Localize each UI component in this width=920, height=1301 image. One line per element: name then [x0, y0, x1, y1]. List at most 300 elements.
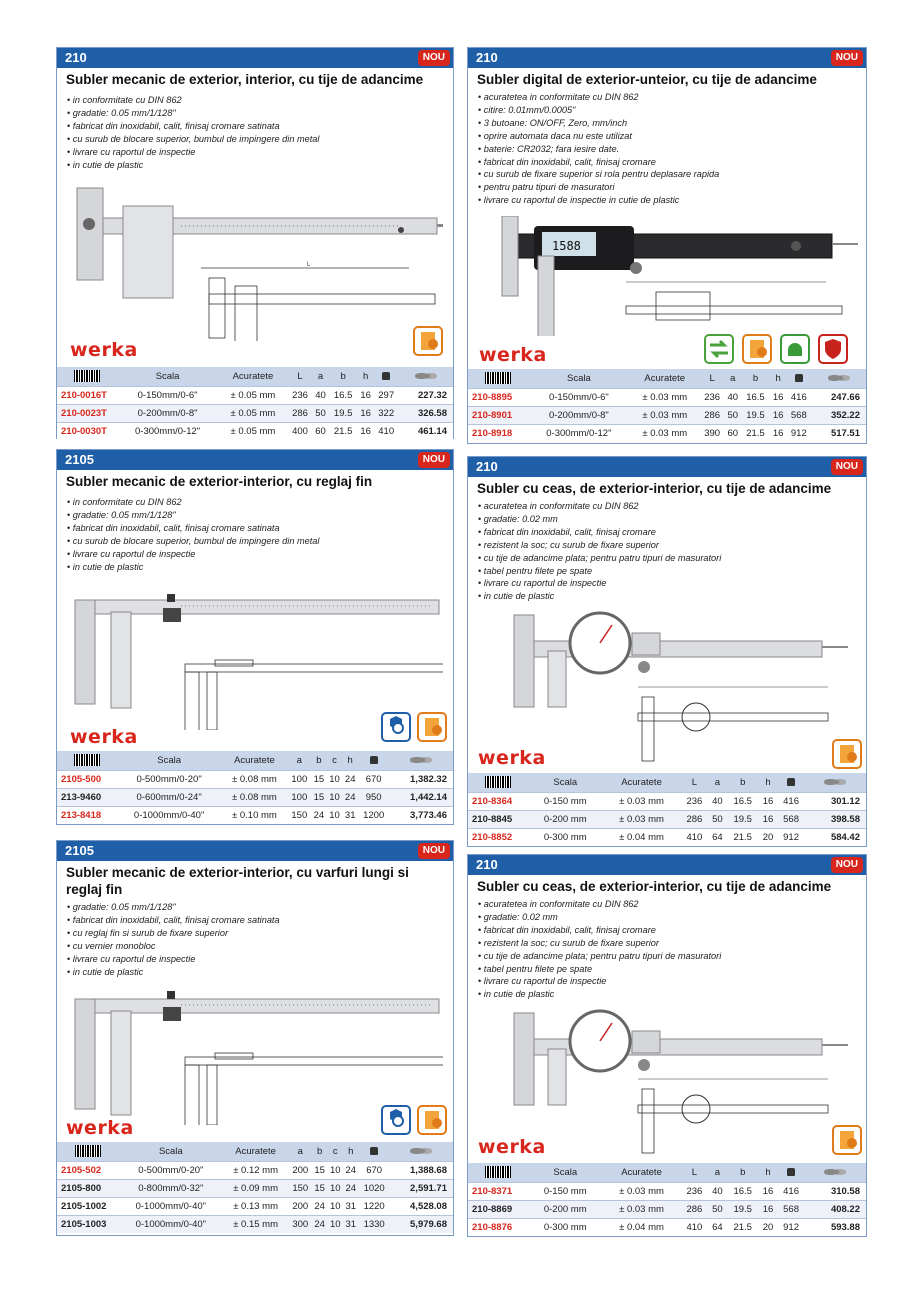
table-row: [57, 386, 453, 404]
table-cell: 19.5: [727, 810, 759, 828]
column-header: h: [759, 773, 777, 792]
new-badge: NOU: [831, 857, 863, 873]
feature-list: [468, 497, 866, 603]
table-cell: 410: [681, 1218, 709, 1236]
table-cell: 10: [327, 770, 343, 788]
inspection-certificate-icon: [417, 712, 447, 742]
table-row: [468, 424, 866, 442]
product-code: 2105-1003: [57, 1215, 119, 1233]
table-row: [57, 770, 453, 788]
column-header: h: [342, 751, 358, 770]
table-row: [468, 406, 866, 424]
table-cell: 16.5: [727, 1182, 759, 1200]
table-cell: 10: [327, 806, 343, 824]
werka-logo: werka: [478, 1136, 546, 1158]
table-cell: 16: [770, 406, 787, 424]
barcode-icon: [485, 776, 511, 788]
feature-item: • livrare cu raportul de inspectie: [67, 548, 443, 561]
table-cell: 0-1000mm/0-40": [119, 1197, 223, 1215]
table-cell: 416: [777, 1182, 805, 1200]
new-badge: NOU: [418, 452, 450, 468]
column-header: Acuratete: [218, 367, 288, 386]
table-cell: 0-200 mm: [528, 1200, 603, 1218]
table-cell: 0-1000mm/0-40": [119, 1215, 223, 1233]
table-cell: ± 0.03 mm: [603, 1182, 681, 1200]
table-cell: 1020: [359, 1179, 390, 1197]
table-cell: 40: [312, 386, 328, 404]
weight-icon: [787, 1168, 795, 1176]
table-cell: 0-600mm/0-24": [117, 788, 221, 806]
table-cell: 200: [289, 1161, 312, 1179]
column-header: b: [741, 369, 770, 388]
feature-item: • tabel pentru filete pe spate: [478, 963, 856, 976]
table-cell: 50: [312, 404, 328, 422]
spec-table: [468, 1163, 866, 1236]
table-cell: 50: [725, 406, 742, 424]
table-cell: 0-150mm/0-6": [528, 388, 630, 406]
table-cell: 50: [708, 810, 726, 828]
table-cell: 0-300mm/0-12": [117, 422, 218, 440]
feature-item: • in cutie de plastic: [67, 561, 443, 574]
table-cell: ± 0.04 mm: [603, 1218, 681, 1236]
table-cell: ± 0.03 mm: [630, 388, 700, 406]
table-cell: 24: [312, 1215, 328, 1233]
column-header: a: [289, 1142, 312, 1161]
table-row: [468, 810, 866, 828]
product-card-5: [56, 840, 454, 1236]
price-coins-icon: [410, 755, 432, 765]
price: 398.58: [805, 810, 866, 828]
table-cell: ± 0.15 mm: [223, 1215, 289, 1233]
table-cell: 16: [770, 424, 787, 442]
feature-item: • tabel pentru filete pe spate: [478, 565, 856, 578]
price: 1,388.68: [390, 1161, 453, 1179]
feature-item: • oprire automata daca nu este utilizat: [478, 130, 856, 143]
table-cell: ± 0.08 mm: [221, 788, 287, 806]
table-header-row: [57, 1142, 453, 1161]
table-cell: 16.5: [741, 388, 770, 406]
feature-item: • livrare cu raportul de inspectie: [478, 577, 856, 590]
dial-caliper-photo: [508, 607, 858, 767]
price: 352.22: [811, 406, 866, 424]
price: 1,382.32: [389, 770, 453, 788]
table-cell: 400: [288, 422, 313, 440]
table-cell: 50: [708, 1200, 726, 1218]
feature-item: • cu surub de fixare superior si rola pentru deplasare rapida: [478, 168, 856, 181]
card-header: [57, 450, 453, 470]
table-cell: ± 0.05 mm: [218, 404, 288, 422]
column-header: b: [727, 773, 759, 792]
column-header: a: [708, 773, 726, 792]
table-cell: 200: [289, 1197, 312, 1215]
table-header-row: [468, 773, 866, 792]
table-cell: 286: [288, 404, 313, 422]
svg-text:1588: 1588: [552, 239, 581, 253]
product-code: 210-0023T: [57, 404, 117, 422]
price: 4,528.08: [390, 1197, 453, 1215]
feature-list: [57, 88, 453, 171]
table-cell: 912: [777, 1218, 805, 1236]
price: 326.58: [399, 404, 454, 422]
table-cell: 15: [312, 1161, 328, 1179]
table-cell: 40: [708, 792, 726, 810]
product-card-3: [56, 449, 454, 825]
inspection-certificate-icon: [742, 334, 772, 364]
category-code: 210: [476, 50, 498, 65]
spec-table: [57, 751, 453, 824]
price: 2,591.71: [390, 1179, 453, 1197]
zoom-magnifier-icon: [381, 1105, 411, 1135]
product-title: Subler cu ceas, de exterior-interior, cu tije de adancime: [477, 879, 832, 894]
column-header: Scala: [117, 367, 218, 386]
svg-text:L: L: [307, 262, 311, 268]
product-code: 2105-500: [57, 770, 117, 788]
new-badge: NOU: [418, 843, 450, 859]
table-cell: 20: [759, 1218, 777, 1236]
price: 408.22: [805, 1200, 866, 1218]
table-cell: ± 0.04 mm: [603, 828, 681, 846]
feature-item: • cu reglaj fin si surub de fixare superior: [67, 927, 443, 940]
table-cell: 24: [343, 1161, 359, 1179]
price-coins-icon: [828, 373, 850, 383]
table-cell: 19.5: [741, 406, 770, 424]
feature-item: • cu vernier monobloc: [67, 940, 443, 953]
table-cell: 15: [311, 788, 327, 806]
feature-list: [57, 898, 453, 978]
column-header: b: [311, 751, 327, 770]
feature-item: • citire: 0.01mm/0.0005": [478, 104, 856, 117]
feature-item: • in conformitate cu DIN 862: [67, 94, 443, 107]
table-cell: 15: [312, 1179, 328, 1197]
card-header: [57, 841, 453, 861]
table-cell: ± 0.03 mm: [603, 810, 681, 828]
table-cell: 0-300mm/0-12": [528, 424, 630, 442]
table-cell: 16: [759, 1200, 777, 1218]
zoom-magnifier-icon: [381, 712, 411, 742]
feature-item: • fabricat din inoxidabil, calit, finisaj cromare satinata: [67, 120, 443, 133]
table-cell: 19.5: [727, 1200, 759, 1218]
table-header-row: [468, 1163, 866, 1182]
table-cell: ± 0.09 mm: [223, 1179, 289, 1197]
table-cell: 64: [708, 828, 726, 846]
column-header: b: [312, 1142, 328, 1161]
table-cell: 1220: [359, 1197, 390, 1215]
table-cell: 0-300 mm: [528, 1218, 603, 1236]
price: 461.14: [399, 422, 454, 440]
table-cell: 912: [786, 424, 811, 442]
table-row: [468, 1200, 866, 1218]
price: 247.66: [811, 388, 866, 406]
table-cell: 16.5: [329, 386, 358, 404]
table-cell: 24: [342, 788, 358, 806]
shock-shield-icon: [818, 334, 848, 364]
table-row: [468, 1218, 866, 1236]
long-jaw-caliper-photo: [71, 985, 443, 1125]
table-cell: 0-800mm/0-32": [119, 1179, 223, 1197]
column-header: h: [770, 369, 787, 388]
feature-list: [57, 490, 453, 573]
category-code: 210: [65, 50, 87, 65]
category-code: 210: [476, 459, 498, 474]
table-row: [57, 1179, 453, 1197]
product-card-4: [467, 456, 867, 847]
table-row: [57, 806, 453, 824]
product-code: 210-8852: [468, 828, 528, 846]
column-header: c: [327, 751, 343, 770]
product-code: 210-8845: [468, 810, 528, 828]
barcode-icon: [74, 754, 100, 766]
spec-table: [468, 369, 866, 442]
barcode-icon: [74, 370, 100, 382]
column-header: Scala: [117, 751, 221, 770]
table-cell: 16: [759, 1182, 777, 1200]
price: 5,979.68: [390, 1215, 453, 1233]
caliper-photo: [71, 186, 443, 341]
table-cell: 100: [288, 788, 311, 806]
weight-icon: [370, 756, 378, 764]
product-title: Subler mecanic de exterior-interior, cu varfuri lungi si reglaj fin: [66, 865, 409, 897]
product-card-2: [467, 47, 867, 444]
product-code: 2105-1002: [57, 1197, 119, 1215]
table-cell: ± 0.13 mm: [223, 1197, 289, 1215]
feature-item: • cu tije de adancime plata; pentru patru tipuri de masuratori: [478, 552, 856, 565]
table-row: [468, 792, 866, 810]
new-badge: NOU: [418, 50, 450, 66]
column-header: Scala: [528, 369, 630, 388]
inspection-certificate-icon: [832, 1125, 862, 1155]
werka-logo: werka: [478, 747, 546, 769]
table-row: [468, 828, 866, 846]
feature-list: [468, 895, 866, 1001]
category-code: 2105: [65, 843, 94, 858]
table-header-row: [57, 367, 453, 386]
column-header: Scala: [528, 1163, 603, 1182]
table-cell: 568: [777, 1200, 805, 1218]
table-cell: 24: [312, 1197, 328, 1215]
feature-item: • gradatie: 0.05 mm/1/128": [67, 107, 443, 120]
price: 517.51: [811, 424, 866, 442]
digital-caliper-photo: [496, 216, 858, 336]
column-header: Acuratete: [223, 1142, 289, 1161]
product-code: 210-0030T: [57, 422, 117, 440]
weight-icon: [370, 1147, 378, 1155]
weight-icon: [382, 372, 390, 380]
table-cell: 40: [708, 1182, 726, 1200]
table-cell: 10: [327, 1215, 343, 1233]
product-code: 210-0016T: [57, 386, 117, 404]
table-cell: 670: [359, 1161, 390, 1179]
column-header: Acuratete: [603, 1163, 681, 1182]
column-header: L: [681, 773, 709, 792]
weight-icon: [795, 374, 803, 382]
table-cell: 16: [357, 422, 373, 440]
table-cell: 416: [786, 388, 811, 406]
table-cell: 20: [759, 828, 777, 846]
table-cell: 236: [681, 792, 709, 810]
warning-light-icon: [780, 334, 810, 364]
price: 593.88: [805, 1218, 866, 1236]
product-title: Subler digital de exterior-unteior, cu tije de adancime: [477, 72, 817, 87]
category-code: 210: [476, 857, 498, 872]
table-cell: 1330: [359, 1215, 390, 1233]
table-cell: 16.5: [727, 792, 759, 810]
table-cell: 300: [289, 1215, 312, 1233]
werka-logo: werka: [479, 344, 547, 366]
price: 227.32: [399, 386, 454, 404]
table-cell: 21.5: [741, 424, 770, 442]
table-cell: 21.5: [329, 422, 358, 440]
table-cell: 10: [327, 1179, 343, 1197]
column-header: L: [288, 367, 313, 386]
table-cell: 0-150 mm: [528, 1182, 603, 1200]
table-cell: 568: [777, 810, 805, 828]
table-cell: 16: [357, 386, 373, 404]
table-row: [468, 1182, 866, 1200]
table-cell: 568: [786, 406, 811, 424]
product-card-1: [56, 47, 454, 439]
card-header: [468, 457, 866, 477]
table-cell: 1200: [358, 806, 389, 824]
feature-item: • rezistent la soc; cu surub de fixare superior: [478, 937, 856, 950]
long-caliper-photo: [71, 590, 443, 730]
column-header: a: [312, 367, 328, 386]
table-cell: ± 0.12 mm: [223, 1161, 289, 1179]
table-header-row: [468, 369, 866, 388]
table-cell: 24: [342, 770, 358, 788]
werka-logo: werka: [66, 1117, 134, 1139]
feature-item: • acuratetea in conformitate cu DIN 862: [478, 500, 856, 513]
product-title: Subler cu ceas, de exterior-interior, cu tije de adancime: [477, 481, 832, 496]
dial-caliper-photo: [508, 1005, 858, 1155]
table-cell: 16: [770, 388, 787, 406]
column-header: L: [700, 369, 725, 388]
feature-item: • acuratetea in conformitate cu DIN 862: [478, 91, 856, 104]
table-cell: 10: [327, 788, 343, 806]
werka-logo: werka: [70, 339, 138, 361]
table-cell: 19.5: [329, 404, 358, 422]
feature-item: • 3 butoane: ON/OFF, Zero, mm/inch: [478, 117, 856, 130]
column-header: a: [708, 1163, 726, 1182]
table-row: [468, 388, 866, 406]
table-cell: 16: [759, 792, 777, 810]
product-card-6: [467, 854, 867, 1237]
feature-item: • fabricat din inoxidabil, calit, finisaj cromare satinata: [67, 522, 443, 535]
table-row: [57, 422, 453, 440]
column-header: Acuratete: [221, 751, 287, 770]
feature-item: • cu surub de blocare superior, bumbul de impingere din metal: [67, 133, 443, 146]
table-cell: 150: [289, 1179, 312, 1197]
table-cell: 31: [342, 806, 358, 824]
new-badge: NOU: [831, 459, 863, 475]
feature-item: • in cutie de plastic: [478, 988, 856, 1001]
table-cell: 10: [327, 1161, 343, 1179]
feature-item: • gradatie: 0.02 mm: [478, 513, 856, 526]
product-code: 210-8371: [468, 1182, 528, 1200]
feature-item: • cu surub de blocare superior, bumbul de impingere din metal: [67, 535, 443, 548]
table-row: [57, 404, 453, 422]
column-header: h: [759, 1163, 777, 1182]
table-cell: 21.5: [727, 1218, 759, 1236]
card-header: [57, 48, 453, 68]
table-cell: 912: [777, 828, 805, 846]
card-header: [468, 48, 866, 68]
table-cell: 31: [343, 1215, 359, 1233]
category-code: 2105: [65, 452, 94, 467]
column-header: Scala: [119, 1142, 223, 1161]
feature-item: • fabricat din inoxidabil, calit, finisaj cromare: [478, 526, 856, 539]
feature-item: • fabricat din inoxidabil, calit, finisaj cromare: [478, 156, 856, 169]
price: 584.42: [805, 828, 866, 846]
table-cell: 31: [343, 1197, 359, 1215]
table-row: [57, 1197, 453, 1215]
feature-item: • rezistent la soc; cu surub de fixare superior: [478, 539, 856, 552]
table-cell: 410: [374, 422, 399, 440]
table-cell: 16: [357, 404, 373, 422]
table-cell: 0-150mm/0-6": [117, 386, 218, 404]
feature-item: • gradatie: 0.05 mm/1/128": [67, 509, 443, 522]
feature-item: • livrare cu raportul de inspectie in cutie de plastic: [478, 194, 856, 207]
column-header: a: [288, 751, 311, 770]
table-row: [57, 1215, 453, 1233]
table-cell: 236: [700, 388, 725, 406]
bidirectional-arrows-icon: [704, 334, 734, 364]
price-coins-icon: [415, 371, 437, 381]
price: 310.58: [805, 1182, 866, 1200]
column-header: Scala: [528, 773, 603, 792]
column-header: h: [343, 1142, 359, 1161]
table-cell: 0-1000mm/0-40": [117, 806, 221, 824]
werka-logo: werka: [70, 726, 138, 748]
table-cell: ± 0.05 mm: [218, 422, 288, 440]
table-cell: 286: [681, 1200, 709, 1218]
table-cell: 0-200 mm: [528, 810, 603, 828]
feature-item: • pentru patru tipuri de masuratori: [478, 181, 856, 194]
price-coins-icon: [410, 1146, 432, 1156]
feature-item: • fabricat din inoxidabil, calit, finisaj cromare: [478, 924, 856, 937]
table-cell: ± 0.03 mm: [603, 792, 681, 810]
table-cell: 416: [777, 792, 805, 810]
price-coins-icon: [824, 1167, 846, 1177]
product-code: 210-8895: [468, 388, 528, 406]
feature-item: • in conformitate cu DIN 862: [67, 496, 443, 509]
spec-table: [57, 1142, 453, 1233]
table-header-row: [57, 751, 453, 770]
table-cell: 21.5: [727, 828, 759, 846]
column-header: L: [681, 1163, 709, 1182]
price: 3,773.46: [389, 806, 453, 824]
table-row: [57, 788, 453, 806]
column-header: h: [357, 367, 373, 386]
table-cell: ± 0.03 mm: [630, 424, 700, 442]
table-cell: 286: [681, 810, 709, 828]
table-cell: 0-200mm/0-8": [528, 406, 630, 424]
table-cell: 40: [725, 388, 742, 406]
product-title: Subler mecanic de exterior-interior, cu reglaj fin: [66, 474, 373, 489]
product-title: Subler mecanic de exterior, interior, cu tije de adancime: [66, 72, 424, 87]
table-cell: 0-500mm/0-20": [117, 770, 221, 788]
table-cell: ± 0.05 mm: [218, 386, 288, 404]
feature-item: • in cutie de plastic: [67, 159, 443, 172]
table-cell: 297: [374, 386, 399, 404]
table-cell: ± 0.03 mm: [630, 406, 700, 424]
product-code: 213-9460: [57, 788, 117, 806]
table-row: [57, 1161, 453, 1179]
table-cell: 950: [358, 788, 389, 806]
barcode-icon: [485, 1166, 511, 1178]
feature-item: • in cutie de plastic: [67, 966, 443, 979]
table-cell: 390: [700, 424, 725, 442]
product-code: 210-8869: [468, 1200, 528, 1218]
